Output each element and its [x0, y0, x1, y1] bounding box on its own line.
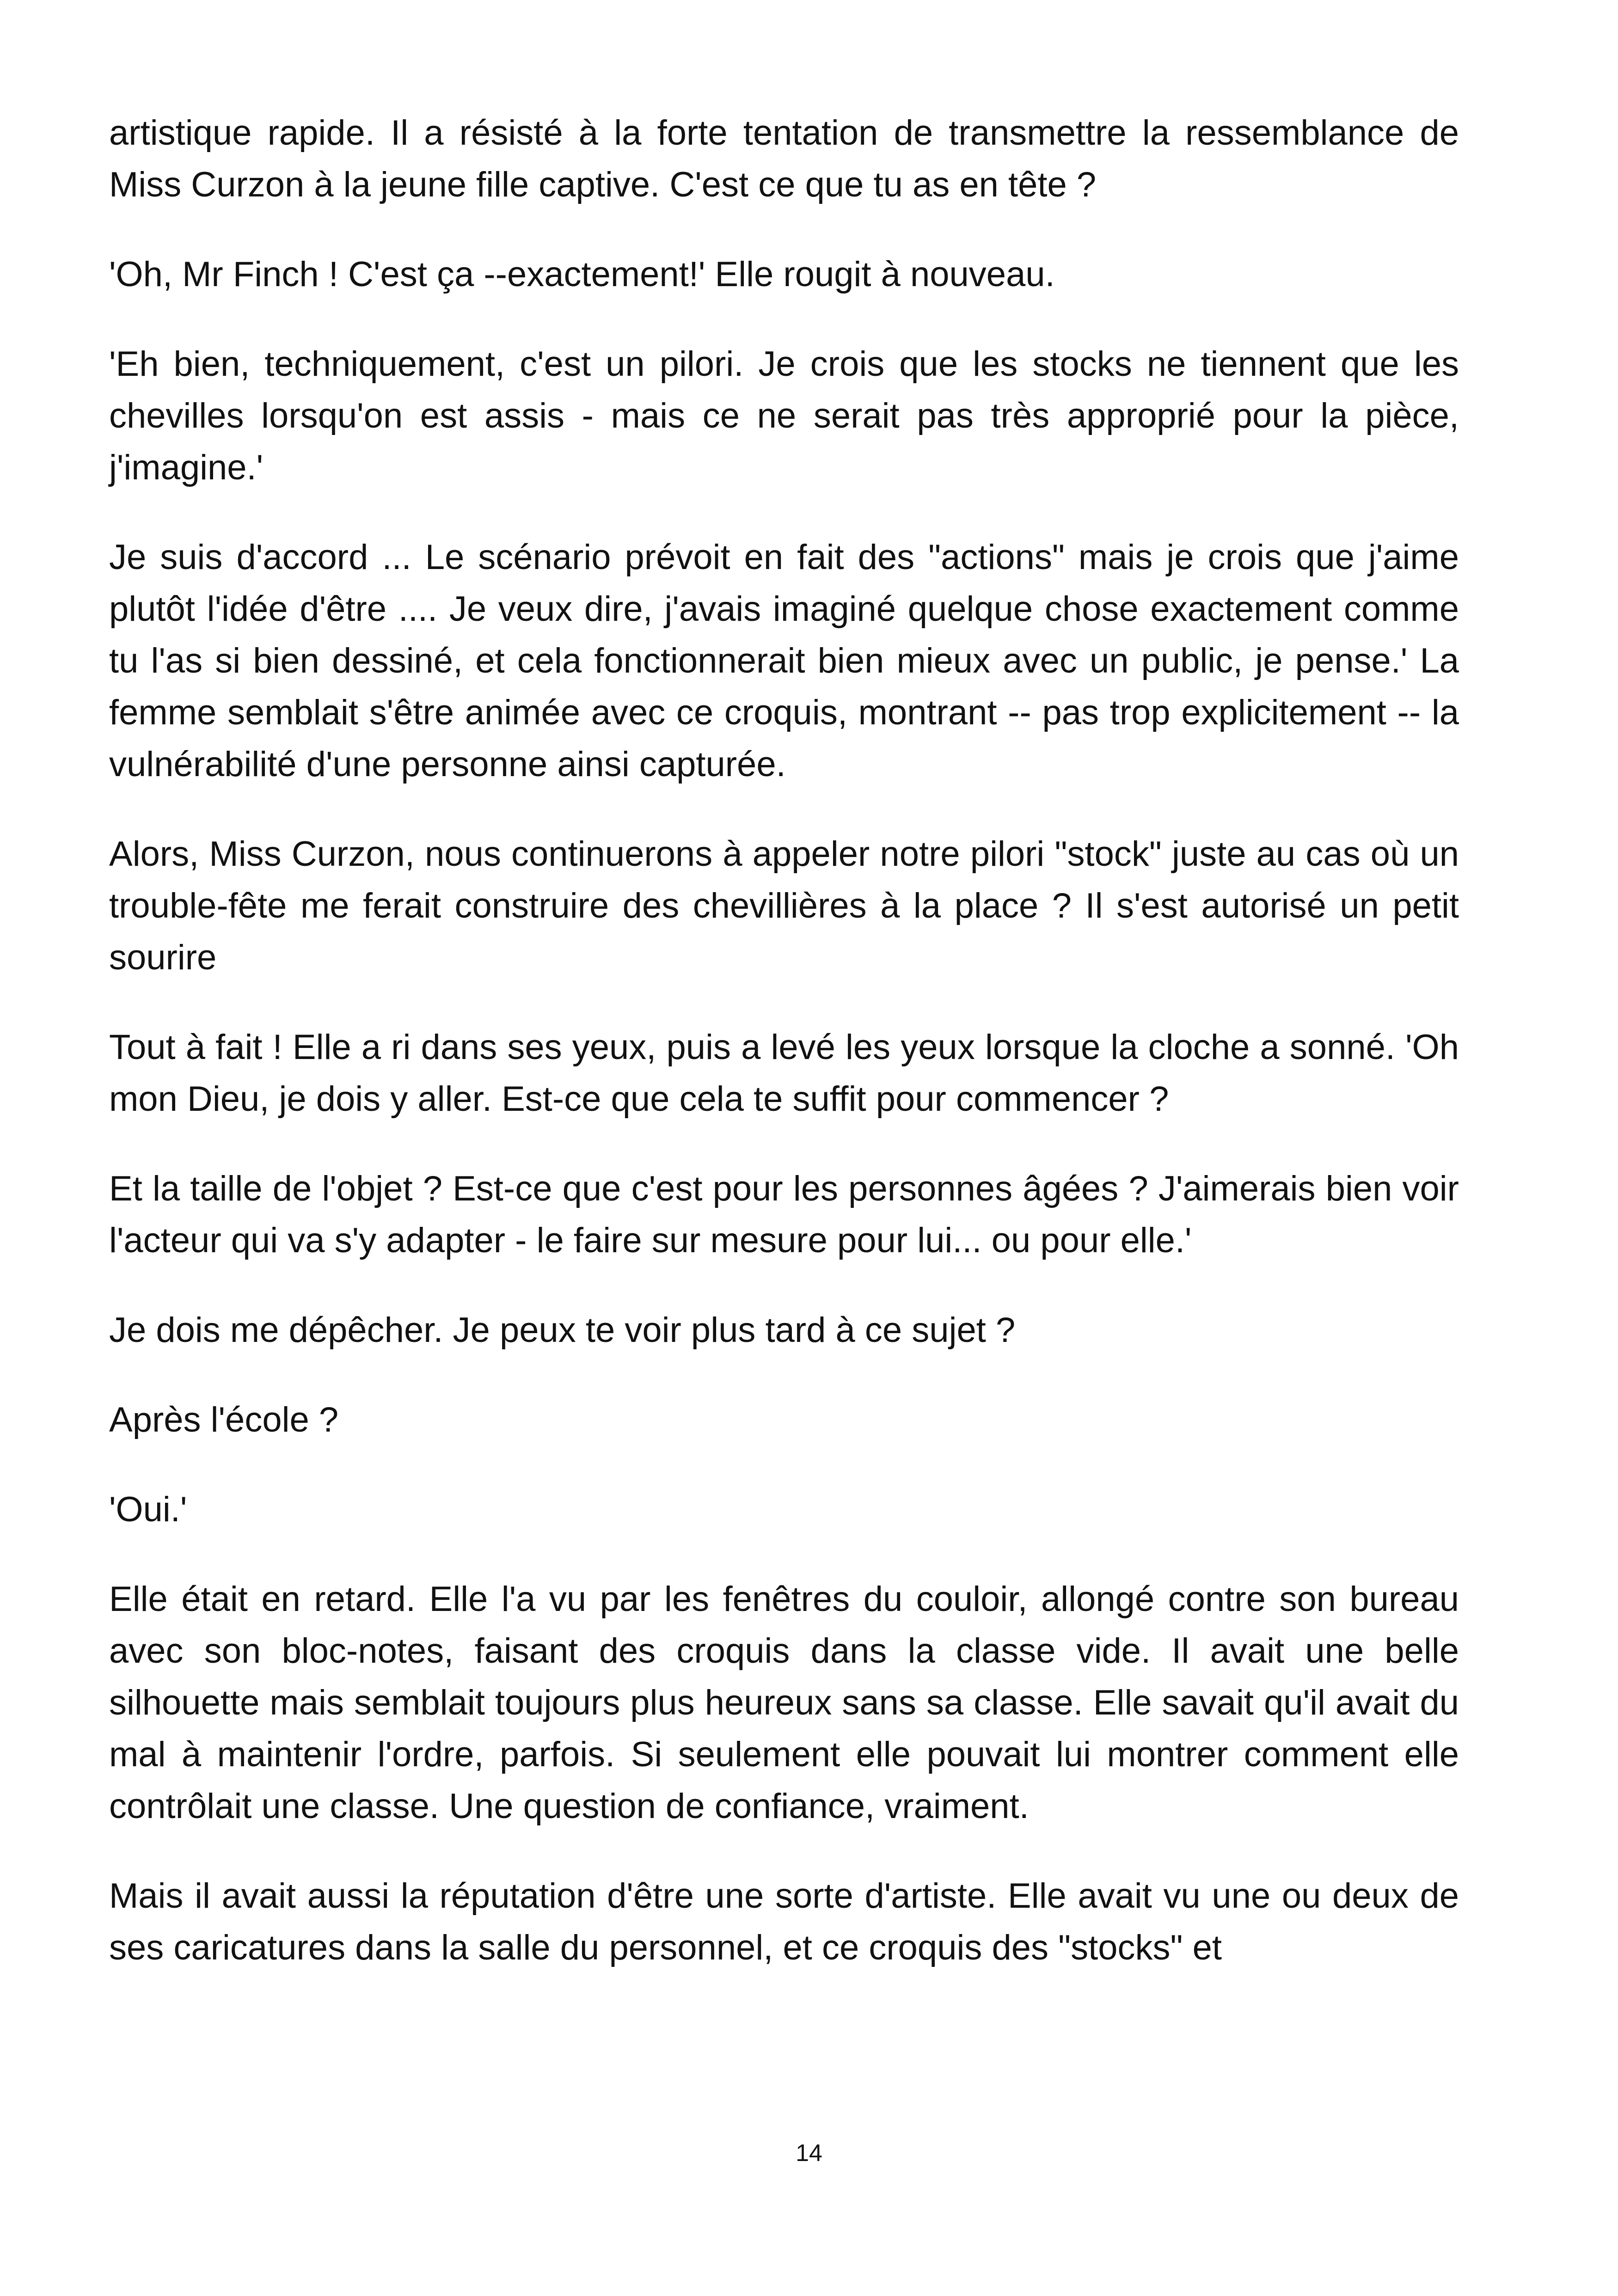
paragraph: Je suis d'accord ... Le scénario prévoit en fait des "actions" mais je crois que j'aime plutôt l'idée d'être .... Je veux dire, j'avais imaginé quelque chose exactement comme tu l'as si bien dessiné, et cela fonctionnerait bien mieux avec un public, je pense.' La femme semblait s'être animée avec ce croquis, montrant -- pas trop explicitement -- la vulnérabilité d'une personne ainsi capturée. — [109, 538, 1459, 784]
paragraph: 'Oui.' — [109, 1490, 187, 1529]
paragraph: Après l'école ? — [109, 1400, 339, 1439]
paragraph: 'Oh, Mr Finch ! C'est ça --exactement!' Elle rougit à nouveau. — [109, 255, 1055, 294]
paragraph: Et la taille de l'objet ? Est-ce que c'est pour les personnes âgées ? J'aimerais bien voir l'acteur qui va s'y adapter - le faire sur mesure pour lui... ou pour elle.' — [109, 1169, 1459, 1260]
paragraph: Mais il avait aussi la réputation d'être une sorte d'artiste. Elle avait vu une ou deux de ses caricatures dans la salle du personnel, et ce croquis des "stocks" et — [109, 1876, 1459, 1967]
paragraph: Elle était en retard. Elle l'a vu par les fenêtres du couloir, allongé contre son bureau avec son bloc-notes, faisant des croquis dans la classe vide. Il avait une belle silhouette mais semblait toujours plus heureux sans sa classe. Elle savait qu'il avait du mal à maintenir l'ordre, parfois. Si seulement elle pouvait lui montrer comment elle contrôlait une classe. Une question de confiance, vraiment. — [109, 1580, 1459, 1826]
page-number: 14 — [796, 2140, 822, 2167]
paragraph: Alors, Miss Curzon, nous continuerons à appeler notre pilori "stock" juste au cas où un trouble-fête me ferait construire des chevillières à la place ? Il s'est autorisé un petit sourire — [109, 834, 1459, 977]
paragraph: 'Eh bien, techniquement, c'est un pilori. Je crois que les stocks ne tiennent que les chevilles lorsqu'on est assis - mais ce ne serait pas très approprié pour la pièce, j'imagine.' — [109, 344, 1459, 487]
body-text — [109, 107, 1459, 2012]
paragraph: Je dois me dépêcher. Je peux te voir plus tard à ce sujet ? — [109, 1310, 1016, 1350]
paragraph: Tout à fait ! Elle a ri dans ses yeux, puis a levé les yeux lorsque la cloche a sonné. 'Oh mon Dieu, je dois y aller. Est-ce que cela te suffit pour commencer ? — [109, 1028, 1459, 1119]
paragraph: artistique rapide. Il a résisté à la forte tentation de transmettre la ressemblance de Miss Curzon à la jeune fille captive. C'est ce que tu as en tête ? — [109, 113, 1459, 204]
